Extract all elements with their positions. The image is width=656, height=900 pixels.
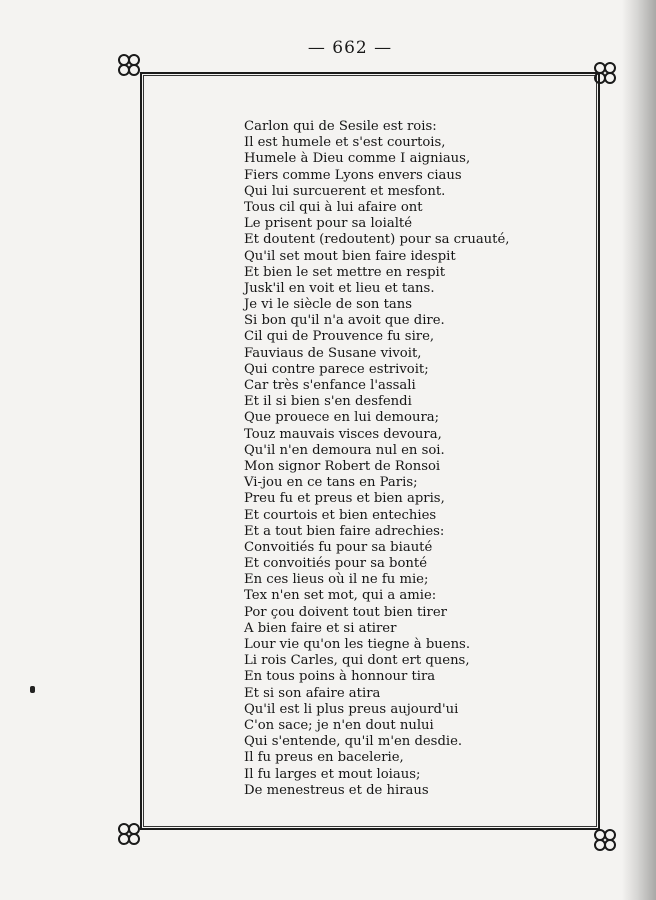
verse-line: En tous poins à honnour tira	[244, 669, 436, 685]
verse-line: Tex n'en set mot, qui a amie:	[244, 588, 437, 604]
verse-line: Qui lui surcuerent et mesfont.	[244, 183, 446, 199]
verse-line: C'on sace; je n'en dout nului	[244, 717, 434, 733]
verse-line: Et courtois et bien entechies	[244, 507, 437, 523]
verse-line: Que prouece en lui demoura;	[244, 410, 440, 426]
verse-line: Cil qui de Prouvence fu sire,	[244, 329, 435, 345]
verse-line: Et il si bien s'en desfendi	[244, 394, 412, 410]
verse-line: Il est humele et s'est courtois,	[244, 135, 446, 151]
verse-line: Qu'il set mout bien faire idespit	[244, 248, 456, 264]
verse-line: Fauviaus de Susane vivoit,	[244, 345, 422, 361]
verse-line: Il fu larges et mout loiaus;	[244, 766, 421, 782]
verse-line: Qu'il n'en demoura nul en soi.	[244, 442, 445, 458]
verse-line: Vi-jou en ce tans en Paris;	[244, 475, 418, 491]
verse-line: Lour vie qu'on les tiegne à buens.	[244, 637, 471, 652]
verse-line: Le prisent pour sa loialté	[244, 216, 413, 232]
verse-line: Tous cil qui à lui afaire ont	[244, 199, 423, 215]
verse-line: A bien faire et si atirer	[244, 620, 397, 636]
verse-line: Si bon qu'il n'a avoit que dire.	[244, 313, 445, 329]
verse-line: Jusk'il en voit et lieu et tans.	[244, 280, 435, 296]
verse-line: Qui s'entende, qu'il m'en desdie.	[244, 734, 463, 750]
corner-ornament-bottom-right-icon	[592, 827, 618, 853]
corner-ornament-bottom-left-icon	[116, 821, 142, 847]
verse-line: Qui contre parece estrivoit;	[244, 361, 429, 377]
page-edge-shadow	[622, 0, 656, 900]
verse-line: Et bien le set mettre en respit	[244, 264, 446, 280]
verse-line: Preu fu et preus et bien apris,	[244, 491, 445, 507]
verse-line: Et si son afaire atira	[244, 685, 381, 701]
verse-line: Convoitiés fu pour sa biauté	[244, 539, 433, 555]
verse-line: Por çou doivent tout bien tirer	[244, 604, 447, 620]
verse-line: En ces lieus où il ne fu mie;	[244, 572, 429, 588]
corner-ornament-top-right-icon	[592, 60, 618, 86]
verse-line: Carlon qui de Sesile est rois:	[244, 119, 437, 134]
verse-line: Je vi le siècle de son tans	[244, 297, 412, 313]
verse-line: Qu'il est li plus preus aujourd'ui	[244, 701, 459, 717]
ink-speck	[30, 686, 35, 693]
verse-line: Touz mauvais visces devoura,	[244, 426, 442, 442]
verse-line: Et doutent (redoutent) pour sa cruauté,	[244, 232, 510, 248]
poem-text	[244, 119, 509, 799]
verse-line: Mon signor Robert de Ronsoi	[244, 458, 441, 474]
verse-line: Car très s'enfance l'assali	[244, 378, 416, 393]
verse-line: Humele à Dieu comme I aigniaus,	[244, 151, 471, 167]
verse-line: Et convoitiés pour sa bonté	[244, 556, 427, 572]
verse-line: Li rois Carles, qui dont ert quens,	[244, 653, 470, 669]
verse-line: Fiers comme Lyons envers ciaus	[244, 167, 462, 183]
verse-line: Il fu preus en bacelerie,	[244, 750, 404, 766]
verse-line: Et a tout bien faire adrechies:	[244, 523, 445, 539]
corner-ornament-top-left-icon	[116, 52, 142, 78]
page-number: — 662 —	[307, 38, 393, 58]
verse-line: De menestreus et de hiraus	[244, 782, 429, 798]
